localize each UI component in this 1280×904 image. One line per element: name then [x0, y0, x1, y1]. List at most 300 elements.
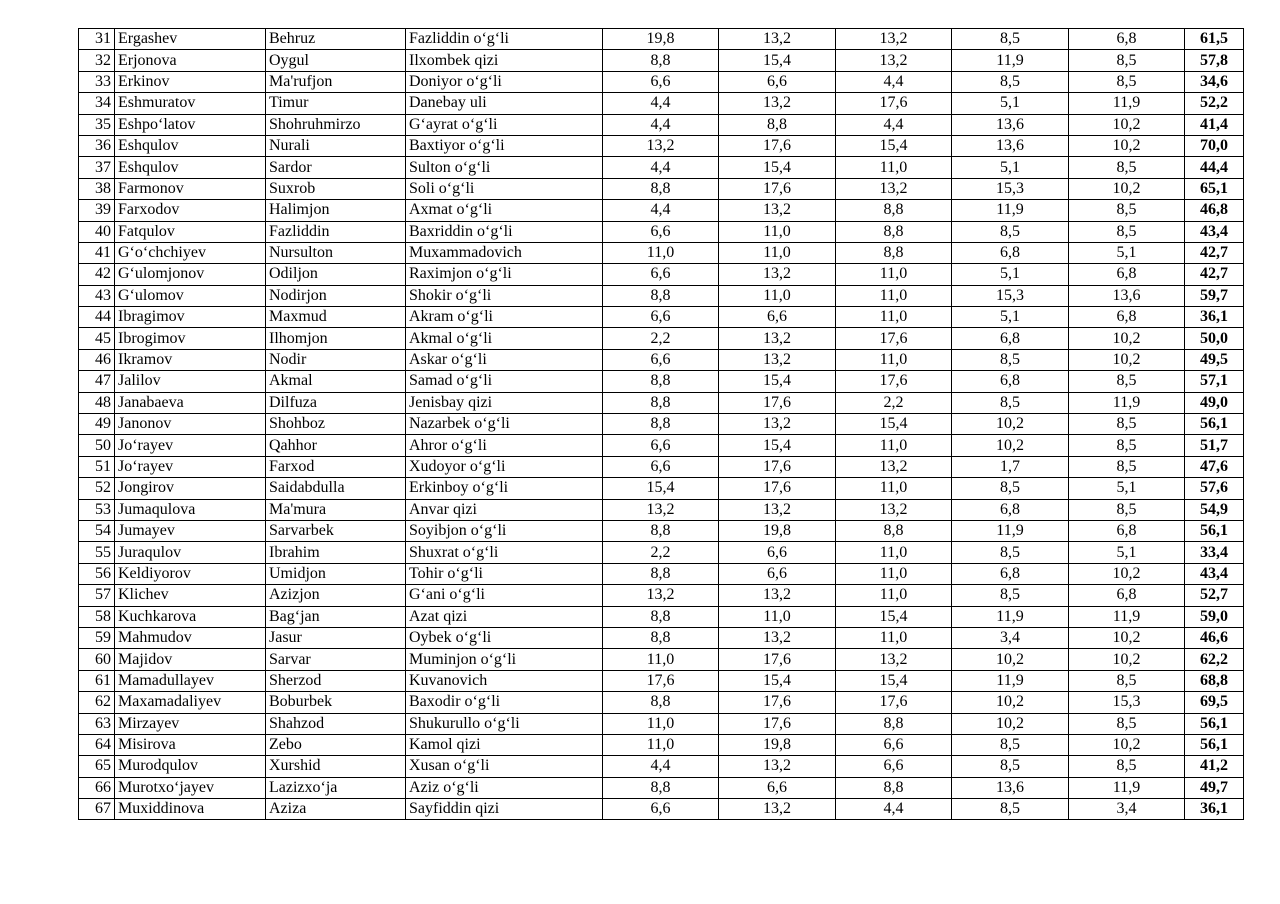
- row-number: 57: [79, 585, 115, 606]
- table-row: [79, 371, 1244, 392]
- score-1-cell: 4,4: [603, 756, 719, 777]
- score-3-cell: 11,0: [836, 307, 952, 328]
- score-1-cell: 11,0: [603, 649, 719, 670]
- surname-cell: Jalilov: [115, 371, 266, 392]
- score-4-cell: 8,5: [952, 799, 1069, 820]
- score-3-cell: 17,6: [836, 371, 952, 392]
- score-1-cell: 8,8: [603, 285, 719, 306]
- score-4-cell: 8,5: [952, 221, 1069, 242]
- score-3-cell: 11,0: [836, 264, 952, 285]
- first-name-cell: Sarvar: [266, 649, 406, 670]
- score-3-cell: 11,0: [836, 285, 952, 306]
- first-name-cell: Shohboz: [266, 414, 406, 435]
- total-score-cell: 49,0: [1185, 392, 1244, 413]
- score-3-cell: 15,4: [836, 606, 952, 627]
- patronymic-cell: Soli o‘g‘li: [406, 178, 603, 199]
- row-number: 38: [79, 178, 115, 199]
- score-4-cell: 10,2: [952, 435, 1069, 456]
- score-2-cell: 11,0: [719, 606, 836, 627]
- patronymic-cell: Soyibjon o‘g‘li: [406, 520, 603, 541]
- score-1-cell: 8,8: [603, 563, 719, 584]
- table-row: [79, 50, 1244, 71]
- score-3-cell: 6,6: [836, 756, 952, 777]
- patronymic-cell: Anvar qizi: [406, 499, 603, 520]
- score-5-cell: 6,8: [1069, 307, 1185, 328]
- first-name-cell: Nurali: [266, 135, 406, 156]
- first-name-cell: Dilfuza: [266, 392, 406, 413]
- score-1-cell: 8,8: [603, 520, 719, 541]
- surname-cell: Eshpo‘latov: [115, 114, 266, 135]
- first-name-cell: Ma'rufjon: [266, 71, 406, 92]
- score-3-cell: 15,4: [836, 414, 952, 435]
- score-3-cell: 13,2: [836, 178, 952, 199]
- patronymic-cell: Xusan o‘g‘li: [406, 756, 603, 777]
- table-row: [79, 713, 1244, 734]
- score-1-cell: 6,6: [603, 221, 719, 242]
- surname-cell: Janabaeva: [115, 392, 266, 413]
- score-1-cell: 6,6: [603, 435, 719, 456]
- score-5-cell: 8,5: [1069, 200, 1185, 221]
- total-score-cell: 41,4: [1185, 114, 1244, 135]
- score-2-cell: 6,6: [719, 307, 836, 328]
- score-3-cell: 13,2: [836, 456, 952, 477]
- row-number: 51: [79, 456, 115, 477]
- total-score-cell: 56,1: [1185, 734, 1244, 755]
- score-1-cell: 11,0: [603, 713, 719, 734]
- table-row: [79, 221, 1244, 242]
- surname-cell: Jo‘rayev: [115, 435, 266, 456]
- total-score-cell: 42,7: [1185, 242, 1244, 263]
- row-number: 49: [79, 414, 115, 435]
- total-score-cell: 44,4: [1185, 157, 1244, 178]
- total-score-cell: 68,8: [1185, 670, 1244, 691]
- score-4-cell: 11,9: [952, 200, 1069, 221]
- score-3-cell: 11,0: [836, 157, 952, 178]
- row-number: 53: [79, 499, 115, 520]
- score-2-cell: 17,6: [719, 713, 836, 734]
- score-2-cell: 13,2: [719, 264, 836, 285]
- row-number: 36: [79, 135, 115, 156]
- score-5-cell: 11,9: [1069, 392, 1185, 413]
- row-number: 64: [79, 734, 115, 755]
- score-4-cell: 5,1: [952, 264, 1069, 285]
- table-row: [79, 328, 1244, 349]
- score-3-cell: 13,2: [836, 50, 952, 71]
- patronymic-cell: Sulton o‘g‘li: [406, 157, 603, 178]
- score-4-cell: 13,6: [952, 135, 1069, 156]
- score-3-cell: 11,0: [836, 585, 952, 606]
- surname-cell: Kuchkarova: [115, 606, 266, 627]
- score-1-cell: 11,0: [603, 734, 719, 755]
- score-2-cell: 13,2: [719, 756, 836, 777]
- table-row: [79, 264, 1244, 285]
- table-row: [79, 157, 1244, 178]
- score-1-cell: 4,4: [603, 200, 719, 221]
- first-name-cell: Jasur: [266, 627, 406, 648]
- score-5-cell: 8,5: [1069, 371, 1185, 392]
- score-1-cell: 8,8: [603, 50, 719, 71]
- first-name-cell: Fazliddin: [266, 221, 406, 242]
- score-4-cell: 8,5: [952, 756, 1069, 777]
- score-1-cell: 8,8: [603, 371, 719, 392]
- score-1-cell: 6,6: [603, 307, 719, 328]
- score-2-cell: 6,6: [719, 563, 836, 584]
- table-row: [79, 627, 1244, 648]
- score-4-cell: 11,9: [952, 520, 1069, 541]
- first-name-cell: Nodirjon: [266, 285, 406, 306]
- surname-cell: Eshmuratov: [115, 93, 266, 114]
- first-name-cell: Sardor: [266, 157, 406, 178]
- score-4-cell: 6,8: [952, 242, 1069, 263]
- table-row: [79, 29, 1244, 50]
- score-2-cell: 13,2: [719, 414, 836, 435]
- table-row: [79, 585, 1244, 606]
- row-number: 66: [79, 777, 115, 798]
- score-5-cell: 10,2: [1069, 328, 1185, 349]
- patronymic-cell: Muminjon o‘g‘li: [406, 649, 603, 670]
- first-name-cell: Zebo: [266, 734, 406, 755]
- score-4-cell: 8,5: [952, 585, 1069, 606]
- score-2-cell: 17,6: [719, 178, 836, 199]
- surname-cell: Majidov: [115, 649, 266, 670]
- surname-cell: Maxamadaliyev: [115, 692, 266, 713]
- score-3-cell: 11,0: [836, 542, 952, 563]
- row-number: 45: [79, 328, 115, 349]
- score-5-cell: 10,2: [1069, 135, 1185, 156]
- score-1-cell: 2,2: [603, 328, 719, 349]
- first-name-cell: Nodir: [266, 349, 406, 370]
- score-1-cell: 13,2: [603, 135, 719, 156]
- score-4-cell: 8,5: [952, 29, 1069, 50]
- score-3-cell: 13,2: [836, 499, 952, 520]
- score-3-cell: 13,2: [836, 29, 952, 50]
- score-1-cell: 8,8: [603, 392, 719, 413]
- score-3-cell: 11,0: [836, 349, 952, 370]
- first-name-cell: Behruz: [266, 29, 406, 50]
- score-4-cell: 6,8: [952, 371, 1069, 392]
- score-4-cell: 5,1: [952, 93, 1069, 114]
- first-name-cell: Bag‘jan: [266, 606, 406, 627]
- first-name-cell: Saidabdulla: [266, 478, 406, 499]
- score-5-cell: 5,1: [1069, 242, 1185, 263]
- patronymic-cell: Raximjon o‘g‘li: [406, 264, 603, 285]
- score-5-cell: 8,5: [1069, 499, 1185, 520]
- patronymic-cell: Akram o‘g‘li: [406, 307, 603, 328]
- patronymic-cell: Samad o‘g‘li: [406, 371, 603, 392]
- total-score-cell: 36,1: [1185, 799, 1244, 820]
- score-1-cell: 8,8: [603, 414, 719, 435]
- score-2-cell: 13,2: [719, 29, 836, 50]
- score-3-cell: 8,8: [836, 242, 952, 263]
- patronymic-cell: Kuvanovich: [406, 670, 603, 691]
- surname-cell: Janonov: [115, 414, 266, 435]
- score-4-cell: 10,2: [952, 649, 1069, 670]
- score-4-cell: 5,1: [952, 307, 1069, 328]
- score-4-cell: 1,7: [952, 456, 1069, 477]
- surname-cell: Farmonov: [115, 178, 266, 199]
- first-name-cell: Shahzod: [266, 713, 406, 734]
- score-2-cell: 13,2: [719, 328, 836, 349]
- total-score-cell: 41,2: [1185, 756, 1244, 777]
- patronymic-cell: Doniyor o‘g‘li: [406, 71, 603, 92]
- score-1-cell: 6,6: [603, 799, 719, 820]
- table-row: [79, 307, 1244, 328]
- patronymic-cell: Sayfiddin qizi: [406, 799, 603, 820]
- table-row: [79, 777, 1244, 798]
- surname-cell: Jumaqulova: [115, 499, 266, 520]
- score-3-cell: 6,6: [836, 734, 952, 755]
- total-score-cell: 34,6: [1185, 71, 1244, 92]
- score-3-cell: 2,2: [836, 392, 952, 413]
- table-row: [79, 756, 1244, 777]
- score-4-cell: 13,6: [952, 777, 1069, 798]
- row-number: 63: [79, 713, 115, 734]
- patronymic-cell: Baxriddin o‘g‘li: [406, 221, 603, 242]
- row-number: 62: [79, 692, 115, 713]
- grades-table-body: [79, 29, 1244, 820]
- score-3-cell: 15,4: [836, 670, 952, 691]
- first-name-cell: Akmal: [266, 371, 406, 392]
- row-number: 33: [79, 71, 115, 92]
- surname-cell: Jo‘rayev: [115, 456, 266, 477]
- score-3-cell: 11,0: [836, 627, 952, 648]
- surname-cell: G‘o‘chchiyev: [115, 242, 266, 263]
- surname-cell: Misirova: [115, 734, 266, 755]
- score-1-cell: 19,8: [603, 29, 719, 50]
- row-number: 46: [79, 349, 115, 370]
- score-2-cell: 13,2: [719, 499, 836, 520]
- surname-cell: Ibrogimov: [115, 328, 266, 349]
- row-number: 61: [79, 670, 115, 691]
- row-number: 58: [79, 606, 115, 627]
- score-5-cell: 10,2: [1069, 114, 1185, 135]
- patronymic-cell: Azat qizi: [406, 606, 603, 627]
- total-score-cell: 51,7: [1185, 435, 1244, 456]
- table-row: [79, 285, 1244, 306]
- score-5-cell: 10,2: [1069, 563, 1185, 584]
- patronymic-cell: Nazarbek o‘g‘li: [406, 414, 603, 435]
- surname-cell: Ibragimov: [115, 307, 266, 328]
- score-4-cell: 10,2: [952, 692, 1069, 713]
- row-number: 39: [79, 200, 115, 221]
- row-number: 55: [79, 542, 115, 563]
- score-1-cell: 2,2: [603, 542, 719, 563]
- score-4-cell: 3,4: [952, 627, 1069, 648]
- score-5-cell: 10,2: [1069, 627, 1185, 648]
- score-2-cell: 17,6: [719, 456, 836, 477]
- score-4-cell: 8,5: [952, 392, 1069, 413]
- score-2-cell: 19,8: [719, 520, 836, 541]
- table-row: [79, 692, 1244, 713]
- row-number: 43: [79, 285, 115, 306]
- score-5-cell: 3,4: [1069, 799, 1185, 820]
- score-1-cell: 8,8: [603, 627, 719, 648]
- row-number: 35: [79, 114, 115, 135]
- score-2-cell: 13,2: [719, 627, 836, 648]
- score-4-cell: 6,8: [952, 563, 1069, 584]
- total-score-cell: 65,1: [1185, 178, 1244, 199]
- score-5-cell: 13,6: [1069, 285, 1185, 306]
- score-1-cell: 6,6: [603, 71, 719, 92]
- total-score-cell: 69,5: [1185, 692, 1244, 713]
- score-2-cell: 17,6: [719, 392, 836, 413]
- score-1-cell: 4,4: [603, 93, 719, 114]
- score-4-cell: 6,8: [952, 328, 1069, 349]
- score-4-cell: 8,5: [952, 734, 1069, 755]
- first-name-cell: Ma'mura: [266, 499, 406, 520]
- patronymic-cell: Fazliddin o‘g‘li: [406, 29, 603, 50]
- row-number: 31: [79, 29, 115, 50]
- total-score-cell: 52,7: [1185, 585, 1244, 606]
- score-2-cell: 8,8: [719, 114, 836, 135]
- first-name-cell: Maxmud: [266, 307, 406, 328]
- surname-cell: Mirzayev: [115, 713, 266, 734]
- score-5-cell: 5,1: [1069, 478, 1185, 499]
- surname-cell: Mamadullayev: [115, 670, 266, 691]
- score-5-cell: 5,1: [1069, 542, 1185, 563]
- patronymic-cell: Axmat o‘g‘li: [406, 200, 603, 221]
- table-row: [79, 542, 1244, 563]
- score-2-cell: 6,6: [719, 71, 836, 92]
- score-3-cell: 11,0: [836, 478, 952, 499]
- first-name-cell: Ilhomjon: [266, 328, 406, 349]
- total-score-cell: 47,6: [1185, 456, 1244, 477]
- total-score-cell: 62,2: [1185, 649, 1244, 670]
- total-score-cell: 56,1: [1185, 414, 1244, 435]
- score-5-cell: 8,5: [1069, 414, 1185, 435]
- total-score-cell: 49,5: [1185, 349, 1244, 370]
- score-4-cell: 8,5: [952, 71, 1069, 92]
- score-2-cell: 13,2: [719, 349, 836, 370]
- score-5-cell: 8,5: [1069, 71, 1185, 92]
- patronymic-cell: Shukurullo o‘g‘li: [406, 713, 603, 734]
- score-4-cell: 11,9: [952, 606, 1069, 627]
- patronymic-cell: Baxtiyor o‘g‘li: [406, 135, 603, 156]
- score-5-cell: 10,2: [1069, 178, 1185, 199]
- row-number: 47: [79, 371, 115, 392]
- total-score-cell: 49,7: [1185, 777, 1244, 798]
- score-2-cell: 13,2: [719, 200, 836, 221]
- score-2-cell: 13,2: [719, 93, 836, 114]
- score-3-cell: 15,4: [836, 135, 952, 156]
- first-name-cell: Azizjon: [266, 585, 406, 606]
- score-2-cell: 15,4: [719, 435, 836, 456]
- score-5-cell: 15,3: [1069, 692, 1185, 713]
- first-name-cell: Farxod: [266, 456, 406, 477]
- patronymic-cell: Tohir o‘g‘li: [406, 563, 603, 584]
- table-row: [79, 93, 1244, 114]
- surname-cell: Klichev: [115, 585, 266, 606]
- row-number: 32: [79, 50, 115, 71]
- score-3-cell: 11,0: [836, 563, 952, 584]
- score-4-cell: 6,8: [952, 499, 1069, 520]
- score-5-cell: 6,8: [1069, 29, 1185, 50]
- surname-cell: Jongirov: [115, 478, 266, 499]
- first-name-cell: Sarvarbek: [266, 520, 406, 541]
- row-number: 50: [79, 435, 115, 456]
- score-4-cell: 15,3: [952, 178, 1069, 199]
- total-score-cell: 57,1: [1185, 371, 1244, 392]
- table-row: [79, 670, 1244, 691]
- score-1-cell: 11,0: [603, 242, 719, 263]
- table-row: [79, 456, 1244, 477]
- score-5-cell: 11,9: [1069, 777, 1185, 798]
- score-2-cell: 11,0: [719, 242, 836, 263]
- score-3-cell: 17,6: [836, 328, 952, 349]
- total-score-cell: 57,8: [1185, 50, 1244, 71]
- score-2-cell: 17,6: [719, 692, 836, 713]
- first-name-cell: Lazizxo‘ja: [266, 777, 406, 798]
- score-1-cell: 6,6: [603, 349, 719, 370]
- first-name-cell: Oygul: [266, 50, 406, 71]
- total-score-cell: 42,7: [1185, 264, 1244, 285]
- score-2-cell: 13,2: [719, 799, 836, 820]
- patronymic-cell: Shokir o‘g‘li: [406, 285, 603, 306]
- score-2-cell: 15,4: [719, 157, 836, 178]
- score-2-cell: 17,6: [719, 478, 836, 499]
- score-5-cell: 6,8: [1069, 585, 1185, 606]
- row-number: 41: [79, 242, 115, 263]
- total-score-cell: 59,0: [1185, 606, 1244, 627]
- table-row: [79, 71, 1244, 92]
- patronymic-cell: Askar o‘g‘li: [406, 349, 603, 370]
- first-name-cell: Sherzod: [266, 670, 406, 691]
- table-row: [79, 414, 1244, 435]
- patronymic-cell: Danebay uli: [406, 93, 603, 114]
- grades-table: [78, 28, 1244, 820]
- score-1-cell: 6,6: [603, 264, 719, 285]
- score-1-cell: 4,4: [603, 114, 719, 135]
- surname-cell: Muxiddinova: [115, 799, 266, 820]
- table-row: [79, 349, 1244, 370]
- score-1-cell: 13,2: [603, 499, 719, 520]
- surname-cell: Mahmudov: [115, 627, 266, 648]
- score-1-cell: 4,4: [603, 157, 719, 178]
- score-5-cell: 8,5: [1069, 157, 1185, 178]
- table-row: [79, 135, 1244, 156]
- first-name-cell: Shohruhmirzo: [266, 114, 406, 135]
- row-number: 52: [79, 478, 115, 499]
- score-5-cell: 6,8: [1069, 264, 1185, 285]
- score-5-cell: 8,5: [1069, 50, 1185, 71]
- score-5-cell: 6,8: [1069, 520, 1185, 541]
- table-row: [79, 242, 1244, 263]
- first-name-cell: Aziza: [266, 799, 406, 820]
- row-number: 59: [79, 627, 115, 648]
- patronymic-cell: Muxammadovich: [406, 242, 603, 263]
- score-1-cell: 6,6: [603, 456, 719, 477]
- table-row: [79, 499, 1244, 520]
- patronymic-cell: Ahror o‘g‘li: [406, 435, 603, 456]
- score-1-cell: 8,8: [603, 692, 719, 713]
- row-number: 67: [79, 799, 115, 820]
- score-4-cell: 8,5: [952, 349, 1069, 370]
- surname-cell: Murotxo‘jayev: [115, 777, 266, 798]
- surname-cell: Jumayev: [115, 520, 266, 541]
- score-1-cell: 8,8: [603, 178, 719, 199]
- surname-cell: Erkinov: [115, 71, 266, 92]
- score-3-cell: 17,6: [836, 692, 952, 713]
- score-3-cell: 8,8: [836, 777, 952, 798]
- first-name-cell: Odiljon: [266, 264, 406, 285]
- total-score-cell: 52,2: [1185, 93, 1244, 114]
- surname-cell: Ergashev: [115, 29, 266, 50]
- total-score-cell: 70,0: [1185, 135, 1244, 156]
- surname-cell: Eshqulov: [115, 135, 266, 156]
- score-4-cell: 10,2: [952, 414, 1069, 435]
- score-4-cell: 10,2: [952, 713, 1069, 734]
- score-5-cell: 11,9: [1069, 606, 1185, 627]
